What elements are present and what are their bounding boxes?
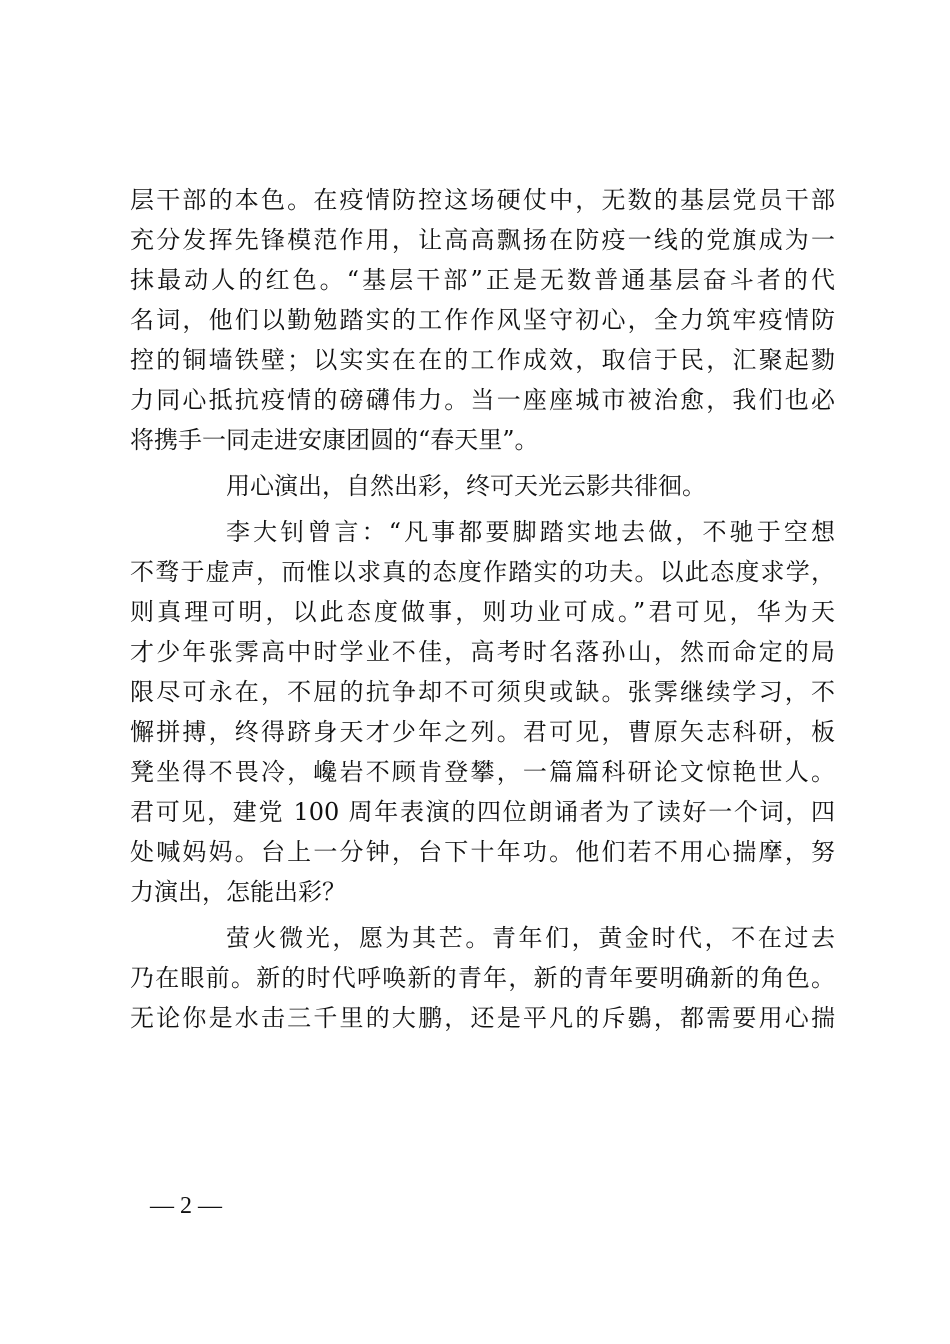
text-line: 君可见，建党 100 周年表演的四位朗诵者为了读好一个词，四 xyxy=(130,798,835,826)
text-line: 则真理可明，以此态度做事，则功业可成。”君可见，华为天 xyxy=(130,598,835,626)
paragraph-1 xyxy=(130,180,835,460)
paragraph-4 xyxy=(130,918,835,1038)
text-line: 层干部的本色。在疫情防控这场硬仗中，无数的基层党员干部 xyxy=(130,186,835,214)
text-line: 懈拼搏，终得跻身天才少年之列。君可见，曹原矢志科研，板 xyxy=(130,718,835,746)
text-line: 名词，他们以勤勉踏实的工作作风坚守初心，全力筑牢疫情防 xyxy=(130,306,835,334)
paragraph-2 xyxy=(130,466,835,506)
text-line: 限尽可永在，不屈的抗争却不可须臾或缺。张霁继续学习，不 xyxy=(130,678,835,706)
text-line: 才少年张霁高中时学业不佳，高考时名落孙山，然而命定的局 xyxy=(130,638,835,666)
text-line: 凳坐得不畏冷，巉岩不顾肯登攀，一篇篇科研论文惊艳世人。 xyxy=(130,758,835,786)
paragraph-3 xyxy=(130,512,835,912)
text-line: 抹最动人的红色。“基层干部”正是无数普通基层奋斗者的代 xyxy=(130,266,835,294)
text-line: 力同心抵抗疫情的磅礴伟力。当一座座城市被治愈，我们也必 xyxy=(130,386,835,414)
text-line: 控的铜墙铁壁；以实实在在的工作成效，取信于民，汇聚起勠 xyxy=(130,346,835,374)
text-line: 不骛于虚声，而惟以求真的态度作踏实的功夫。以此态度求学， xyxy=(130,558,835,586)
text-line: 充分发挥先锋模范作用，让高高飘扬在防疫一线的党旗成为一 xyxy=(130,226,835,254)
text-line: 无论你是水击三千里的大鹏，还是平凡的斥鷃，都需要用心揣 xyxy=(130,1004,835,1032)
text-line: 萤火微光，愿为其芒。青年们，黄金时代，不在过去 xyxy=(226,924,835,952)
text-line: 力演出，怎能出彩？ xyxy=(130,878,346,906)
page-number: — 2 — xyxy=(150,1193,222,1219)
text-line: 将携手一同走进安康团圆的“春天里”。 xyxy=(130,426,539,454)
text-line: 用心演出，自然出彩，终可天光云影共徘徊。 xyxy=(226,472,706,500)
text-line: 乃在眼前。新的时代呼唤新的青年，新的青年要明确新的角色。 xyxy=(130,964,835,992)
text-line: 李大钊曾言：“凡事都要脚踏实地去做，不驰于空想 xyxy=(226,518,835,546)
text-line: 处喊妈妈。台上一分钟，台下十年功。他们若不用心揣摩，努 xyxy=(130,838,835,866)
document-body xyxy=(130,180,835,1038)
